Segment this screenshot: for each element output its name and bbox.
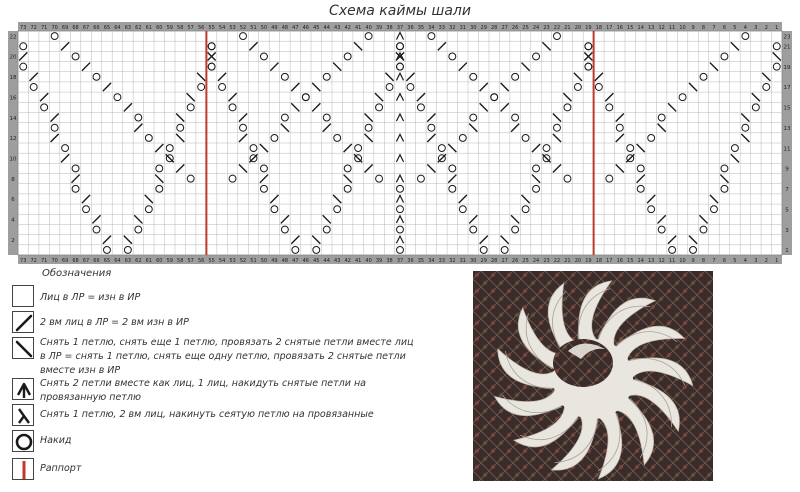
column-number: 28 xyxy=(491,258,498,264)
column-number: 18 xyxy=(595,258,603,264)
column-number: 54 xyxy=(218,25,226,31)
column-number: 23 xyxy=(543,258,550,264)
row-number: 13 xyxy=(783,125,791,132)
column-number: 13 xyxy=(647,25,655,31)
column-number: 65 xyxy=(103,258,111,264)
empty-cell-icon xyxy=(12,285,34,307)
row-number: 18 xyxy=(9,75,17,82)
column-number: 53 xyxy=(229,25,236,31)
column-number: 9 xyxy=(691,258,695,264)
column-number: 7 xyxy=(712,258,716,264)
column-number: 15 xyxy=(627,25,634,31)
column-number: 48 xyxy=(281,258,289,264)
column-number: 17 xyxy=(606,258,613,264)
column-number: 38 xyxy=(386,25,393,31)
column-number: 25 xyxy=(522,25,529,31)
column-number: 66 xyxy=(93,25,100,31)
column-number: 21 xyxy=(564,25,571,31)
column-number: 6 xyxy=(722,25,727,31)
column-number: 71 xyxy=(40,258,48,264)
column-number: 49 xyxy=(271,25,278,31)
column-number: 70 xyxy=(51,25,58,31)
column-number: 3 xyxy=(754,25,758,31)
column-number: 50 xyxy=(260,258,268,264)
column-number: 10 xyxy=(679,25,686,31)
column-number: 47 xyxy=(292,25,299,31)
column-number: 70 xyxy=(51,258,58,264)
chart-title: Схема каймы шали xyxy=(329,3,471,19)
column-number: 51 xyxy=(250,258,257,264)
column-number: 34 xyxy=(428,25,435,31)
column-number: 23 xyxy=(543,25,550,31)
column-number: 24 xyxy=(532,258,540,264)
row-number: 12 xyxy=(9,136,17,143)
column-number: 59 xyxy=(166,258,173,264)
chevron-up-icon xyxy=(12,378,34,400)
column-number: 69 xyxy=(61,25,69,31)
column-number: 41 xyxy=(354,258,362,264)
column-number: 14 xyxy=(637,258,644,264)
column-number: 10 xyxy=(679,258,686,264)
legend-title: Обозначения xyxy=(42,268,112,279)
column-number: 27 xyxy=(501,258,508,264)
column-number: 58 xyxy=(177,25,184,31)
column-number: 52 xyxy=(239,258,247,264)
circle-icon xyxy=(12,430,34,452)
column-number: 40 xyxy=(365,25,372,31)
row-number: 21 xyxy=(783,44,791,51)
column-number: 71 xyxy=(40,25,48,31)
column-number: 28 xyxy=(491,25,498,31)
column-number: 29 xyxy=(480,258,487,264)
column-number: 46 xyxy=(302,258,309,264)
column-number: 57 xyxy=(187,25,194,31)
column-number: 64 xyxy=(114,258,121,264)
column-number: 65 xyxy=(103,25,111,31)
row-number: 23 xyxy=(783,34,791,41)
column-number: 39 xyxy=(375,258,383,264)
row-number: 15 xyxy=(783,105,791,112)
column-number: 69 xyxy=(61,258,69,264)
column-number: 26 xyxy=(511,25,519,31)
column-number: 14 xyxy=(637,25,644,31)
column-number: 1 xyxy=(775,258,779,264)
row-number: 6 xyxy=(11,197,15,204)
column-number: 57 xyxy=(187,258,194,264)
column-number: 44 xyxy=(323,258,330,264)
row-number: 19 xyxy=(783,64,791,71)
column-number: 53 xyxy=(229,258,236,264)
column-number: 60 xyxy=(156,25,163,31)
column-number: 32 xyxy=(449,258,456,264)
column-number: 22 xyxy=(553,25,561,31)
legend-text: Лиц в ЛР = изн в ИР xyxy=(40,292,141,303)
column-number: 42 xyxy=(344,25,351,31)
column-number: 39 xyxy=(375,25,383,31)
column-number: 72 xyxy=(30,25,37,31)
column-number: 22 xyxy=(553,258,561,264)
column-number: 9 xyxy=(691,25,695,31)
column-number: 50 xyxy=(260,25,268,31)
row-number: 8 xyxy=(11,176,15,183)
legend-text: Раппорт xyxy=(40,463,82,474)
column-number: 42 xyxy=(344,258,351,264)
column-number: 68 xyxy=(72,25,79,31)
column-number: 68 xyxy=(72,258,79,264)
row-number: 20 xyxy=(9,54,17,61)
column-number: 64 xyxy=(114,25,121,31)
column-number: 5 xyxy=(733,25,737,31)
column-number: 17 xyxy=(606,25,613,31)
column-number: 4 xyxy=(743,25,747,31)
column-number: 43 xyxy=(334,258,341,264)
backslash-icon xyxy=(12,337,34,359)
column-number: 33 xyxy=(438,258,446,264)
column-number: 46 xyxy=(302,25,309,31)
column-number: 45 xyxy=(313,258,320,264)
column-number: 72 xyxy=(30,258,37,264)
column-number: 61 xyxy=(145,25,153,31)
row-number: 9 xyxy=(785,166,789,173)
column-number: 63 xyxy=(124,25,132,31)
column-number: 19 xyxy=(585,25,592,31)
column-number: 62 xyxy=(135,25,142,31)
column-number: 32 xyxy=(449,25,456,31)
column-number: 6 xyxy=(722,258,727,264)
column-number: 51 xyxy=(250,25,257,31)
column-number: 11 xyxy=(668,25,676,31)
column-number: 59 xyxy=(166,25,173,31)
row-number: 1 xyxy=(785,248,789,255)
column-number: 27 xyxy=(501,25,508,31)
slash-icon xyxy=(12,311,34,333)
column-number: 48 xyxy=(281,25,289,31)
column-number: 40 xyxy=(365,258,372,264)
column-number: 20 xyxy=(574,25,582,31)
column-number: 34 xyxy=(428,258,435,264)
row-number: 3 xyxy=(785,227,789,234)
row-number: 16 xyxy=(9,95,17,102)
shawl-photo xyxy=(473,271,713,481)
column-number: 18 xyxy=(595,25,603,31)
column-number: 66 xyxy=(93,258,100,264)
column-number: 19 xyxy=(585,258,592,264)
column-number: 36 xyxy=(407,258,414,264)
red-line-icon xyxy=(12,458,34,480)
row-number: 7 xyxy=(785,187,789,194)
column-number: 26 xyxy=(511,258,519,264)
legend-text: Снять 1 петлю, 2 вм лиц, накинуть сеятую петлю на провязанные xyxy=(40,409,374,420)
column-number: 55 xyxy=(208,25,215,31)
column-number: 15 xyxy=(627,258,634,264)
column-number: 58 xyxy=(177,258,184,264)
column-number: 73 xyxy=(20,25,27,31)
column-number: 31 xyxy=(459,25,466,31)
column-number: 60 xyxy=(156,258,163,264)
legend-text: 2 вм лиц в ЛР = 2 вм изн в ИР xyxy=(40,317,189,328)
column-number: 13 xyxy=(647,258,655,264)
column-number: 1 xyxy=(775,25,779,31)
column-number: 43 xyxy=(334,25,341,31)
column-number: 2 xyxy=(764,25,768,31)
column-number: 54 xyxy=(218,258,226,264)
column-number: 12 xyxy=(658,25,665,31)
column-number: 41 xyxy=(354,25,362,31)
row-number: 14 xyxy=(9,115,17,122)
column-number: 30 xyxy=(470,25,477,31)
column-number: 29 xyxy=(480,25,487,31)
column-number: 8 xyxy=(701,25,706,31)
column-number: 38 xyxy=(386,258,393,264)
column-number: 63 xyxy=(124,258,132,264)
row-number: 5 xyxy=(785,207,789,214)
column-number: 44 xyxy=(323,25,330,31)
column-number: 67 xyxy=(82,25,90,31)
column-number: 56 xyxy=(197,258,205,264)
row-number: 4 xyxy=(11,217,15,224)
column-number: 21 xyxy=(564,258,571,264)
column-number: 47 xyxy=(292,258,299,264)
column-number: 35 xyxy=(417,25,425,31)
column-number: 31 xyxy=(459,258,466,264)
column-number: 73 xyxy=(20,258,27,264)
column-number: 37 xyxy=(396,25,404,31)
column-number: 16 xyxy=(616,258,623,264)
column-number: 67 xyxy=(82,258,90,264)
row-number: 22 xyxy=(9,34,17,41)
column-number: 55 xyxy=(208,258,215,264)
column-number: 24 xyxy=(532,25,540,31)
legend-text: Снять 1 петлю, снять еще 1 петлю, провязать 2 снятые петли вместе лиц в ЛР = снять 1 петлю, снять еще одну петлю, провязать 2 снятые петли вместе изн в ИР xyxy=(40,337,414,376)
column-number: 7 xyxy=(712,25,716,31)
column-number: 49 xyxy=(271,258,278,264)
row-number: 11 xyxy=(783,146,791,153)
column-number: 5 xyxy=(733,258,737,264)
legend-text: Снять 2 петли вместе как лиц, 1 лиц, накидуть снятые петли на провязанную петлю xyxy=(40,378,366,403)
column-number: 37 xyxy=(396,258,404,264)
column-number: 11 xyxy=(668,258,676,264)
column-number: 20 xyxy=(574,258,582,264)
column-number: 8 xyxy=(701,258,706,264)
column-number: 16 xyxy=(616,25,623,31)
column-number: 30 xyxy=(470,258,477,264)
column-number: 56 xyxy=(197,25,205,31)
column-number: 62 xyxy=(135,258,142,264)
column-number: 52 xyxy=(239,25,247,31)
column-number: 2 xyxy=(764,258,768,264)
row-number: 17 xyxy=(783,85,791,92)
column-number: 4 xyxy=(743,258,747,264)
column-number: 45 xyxy=(313,25,320,31)
column-number: 33 xyxy=(438,25,446,31)
legend-text: Накид xyxy=(40,435,72,446)
row-number: 2 xyxy=(11,237,15,244)
row-number: 10 xyxy=(9,156,17,163)
column-number: 61 xyxy=(145,258,153,264)
column-number: 3 xyxy=(754,258,758,264)
column-number: 35 xyxy=(417,258,425,264)
column-number: 25 xyxy=(522,258,529,264)
column-number: 36 xyxy=(407,25,414,31)
column-number: 12 xyxy=(658,258,665,264)
lambda-icon xyxy=(12,404,34,426)
